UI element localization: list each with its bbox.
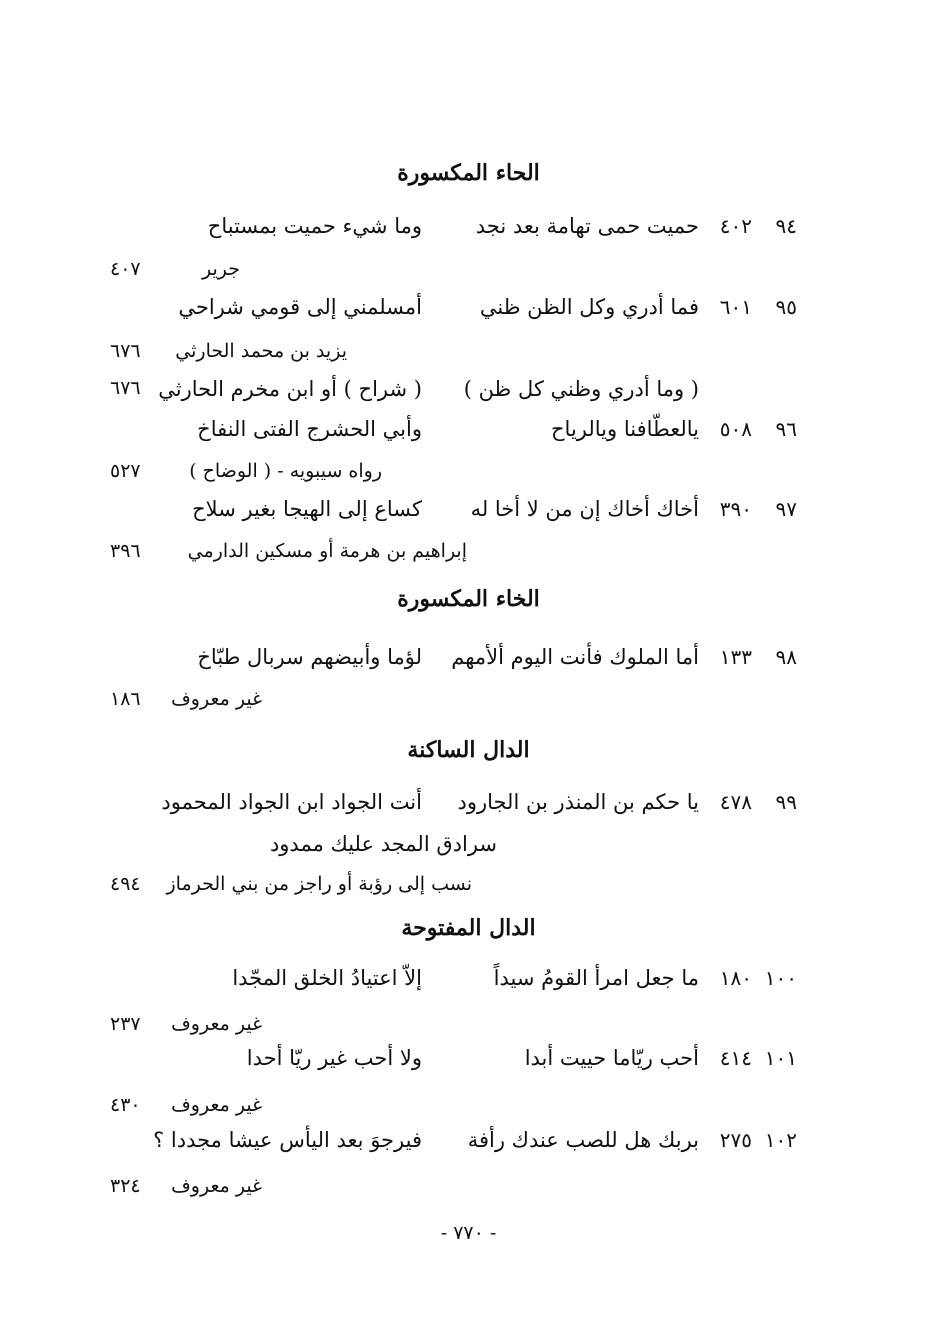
section-heading: الحاء المكسورة — [397, 160, 540, 186]
entry-page: ٢٧٥ — [719, 1128, 752, 1152]
entry-page: ١٣٣ — [719, 645, 752, 669]
verse-second-half: ولا أحب غير ريّا أحدا — [246, 1046, 422, 1070]
poet-name: نسب إلى رؤبة أو راجز من بني الحرماز — [166, 873, 472, 895]
poet-page: ٣٢٤ — [110, 1175, 141, 1197]
entry-number: ١٠٠ — [764, 966, 797, 990]
page-number: - ٧٧٠ - — [440, 1222, 497, 1244]
poet-page: ٤٩٤ — [110, 873, 141, 895]
section-heading: الدال الساكنة — [407, 737, 530, 763]
poet-page: ٤٣٠ — [110, 1094, 141, 1116]
section-heading: الخاء المكسورة — [397, 586, 540, 612]
verse-second-half: وما شيء حميت بمستباح — [207, 214, 422, 238]
verse-first-half: يالعطّافنا ويالرياح — [550, 417, 699, 441]
section-heading: الدال المفتوحة — [401, 915, 536, 941]
entry-page: ١٨٠ — [719, 966, 752, 990]
entry-number: ٩٦ — [775, 417, 797, 441]
verse-continuation: سرادق المجد عليك ممدود — [269, 832, 497, 856]
poet-page: ٤٠٧ — [110, 258, 141, 280]
entry-number: ١٠١ — [764, 1046, 797, 1070]
poet-name: يزيد بن محمد الحارثي — [175, 340, 347, 362]
verse-second-half: أنت الجواد ابن الجواد المحمود — [161, 790, 422, 814]
verse-first-half: ما جعل امرأ القومُ سيداً — [493, 966, 699, 990]
entry-number: ٩٩ — [775, 790, 797, 814]
entry-page: ٤١٤ — [719, 1046, 752, 1070]
poet-page: ٦٧٦ — [110, 340, 141, 362]
poet-name: غير معروف — [171, 1094, 262, 1116]
verse-second-half: كساع إلى الهيجا بغير سلاح — [192, 497, 422, 521]
entry-number: ٩٥ — [775, 295, 797, 319]
poet-page: ٦٧٦ — [110, 377, 141, 399]
verse-variant-first-half: ( وما أدري وظني كل ظن ) — [463, 377, 699, 401]
verse-variant-second-half: ( شراح ) أو ابن مخرم الحارثي — [158, 377, 422, 401]
verse-second-half: لؤما وأبيضهم سربال طبّاخ — [197, 645, 422, 669]
verse-second-half: أمسلمني إلى قومي شراحي — [178, 295, 422, 319]
poet-name: رواه سيبويه - ( الوضاح ) — [189, 460, 382, 482]
poet-name: جرير — [202, 258, 240, 280]
verse-first-half: أما الملوك فأنت اليوم ألأمهم — [451, 645, 699, 669]
entry-number: ٩٤ — [775, 214, 797, 238]
verse-second-half: وأبي الحشرج الفتى النفاخ — [197, 417, 422, 441]
verse-first-half: أخاك أخاك إن من لا أخا له — [470, 497, 699, 521]
poet-page: ٣٩٦ — [110, 540, 141, 562]
poet-name: إبراهيم بن هرمة أو مسكين الدارمي — [187, 540, 467, 562]
verse-first-half: أحب ريّاما حييت أبدا — [524, 1046, 699, 1070]
verse-first-half: بربك هل للصب عندك رأفة — [467, 1128, 699, 1152]
entry-page: ٤٠٢ — [719, 214, 752, 238]
poet-page: ٥٢٧ — [110, 460, 141, 482]
poet-name: غير معروف — [171, 1013, 262, 1035]
verse-first-half: حميت حمى تهامة بعد نجد — [475, 214, 699, 238]
entry-number: ١٠٢ — [764, 1128, 797, 1152]
entry-number: ٩٧ — [775, 497, 797, 521]
entry-page: ٦٠١ — [719, 295, 752, 319]
entry-number: ٩٨ — [775, 645, 797, 669]
verse-first-half: يا حكم بن المنذر بن الجارود — [457, 790, 699, 814]
poet-page: ٢٣٧ — [110, 1013, 141, 1035]
poet-name: غير معروف — [171, 688, 262, 710]
verse-second-half: فيرجوَ بعد اليأس عيشا مجددا ؟ — [153, 1128, 422, 1152]
verse-second-half: إلاّ اعتيادُ الخلق المجّدا — [232, 966, 422, 990]
poet-name: غير معروف — [171, 1175, 262, 1197]
entry-page: ٣٩٠ — [719, 497, 752, 521]
verse-first-half: فما أدري وكل الظن ظني — [479, 295, 699, 319]
entry-page: ٤٧٨ — [719, 790, 752, 814]
poet-page: ١٨٦ — [110, 688, 141, 710]
entry-page: ٥٠٨ — [719, 417, 752, 441]
